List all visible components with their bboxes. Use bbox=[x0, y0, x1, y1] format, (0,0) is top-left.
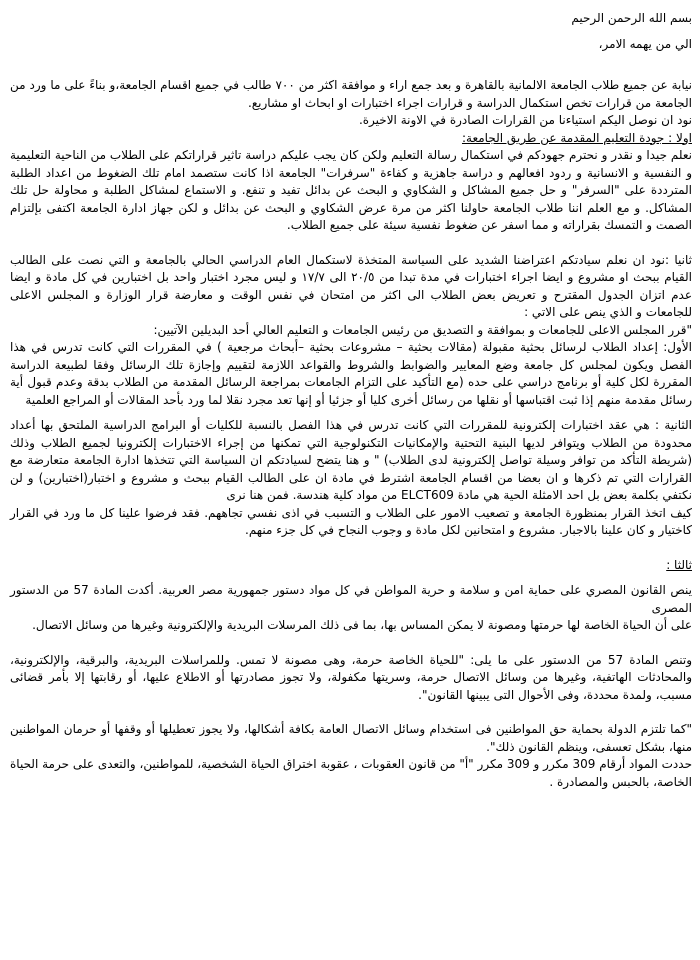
section-2-option-1: الأول: إعداد الطلاب لرسائل بحثية مقبولة (مقالات بحثية – مشروعات بحثية –أبحاث مرجعية ) في المقررات التي كانت تدرس في هذا الفصل ويكون لمجلس كل جامعة وضع المعايير والضوابط والشروط والقواعد اللازمة لتقييم وإجازة تلك الرسائل وفقا لطبيعة الدراسة المقررة لكل كلية أو برنامج دراسي على حده (مع التأكيد على التزام الجامعات بمراجعة الرسائل المقدمة من الطلاب بدقة وعدم قبول أية رسائل مقدمة منهم إذا ثبت اقتباسها أو نقلها من رسائل أخرى كليا أو جزئيا أو إنها تعد مجرد نقلا لما ورد بأحد المقالات أو المراجع العلمية bbox=[10, 340, 692, 407]
intro-paragraph: نيابة عن جميع طلاب الجامعة الالمانية بالقاهرة و بعد جمع اراء و موافقة اكثر من ٧٠٠ طالب في جميع اقسام الجامعة،و بناءً على ما ورد من الجامعة من قرارات تخص استكمال الدراسة و قرارات اجراء اختبارات او ابحاث او مشاريع. bbox=[10, 78, 692, 110]
section-2-quote: "قرر المجلس الاعلى للجامعات و بموافقة و التصديق من رئيس الجامعات و التعليم العالي أحد البديلين الآتيين: bbox=[153, 322, 692, 337]
basmala: بسم الله الرحمن الرحيم bbox=[571, 11, 692, 25]
section-3-paragraph-1: ينص القانون المصري على حماية امن و سلامة و حرية المواطن في كل مواد دستور جمهورية مصر العربية. أكدت المادة 57 من الدستور المصرى bbox=[10, 583, 692, 615]
section-2-body: ثانيا :نود ان نعلم سيادتكم اعتراضنا الشديد على السياسة المتخذة لاستكمال العام الدراسي الحالي بالجامعة و التي نصت على الطالب القيام ببحث او مشروع و ايضا اجراء اختبارات في مدة تبدا من ٢٠/٥ الى ١٧/٧ و ليس مجرد اختبار واحد بل اختبارين في كل مادة و ايضا عدم اتزان الجدول المقترح و تعريض بعض الطلاب الى اكثر من امتحان في نفس الوقت و معارضة قرار الوزارة و المجلس الاعلى للجامعات و الذي ينص على الاتي : bbox=[10, 252, 692, 319]
section-3-paragraph-2: على أن الحياة الخاصة لها حرمتها ومصونة لا يمكن المساس بها، بما فى ذلك المرسلات البريدية والإلكترونية وغيرها من وسائل الاتصال. bbox=[32, 618, 692, 632]
section-2-conclusion: كيف اتخذ القرار بمنظورة الجامعة و تصعيب الامور على الطلاب و التسبب في اذى نفسي تجاههم. فقد فرضوا علينا كل ما ورد في القرار كاختيار و كان علينا بالاجبار. مشروع و امتحانين لكل مادة و وجوب النجاح في كل جزء منهم. bbox=[10, 505, 692, 537]
section-2-option-2: الثانية : هي عقد اختبارات إلكترونية للمقررات التي كانت تدرس في هذا الفصل بالنسبة للكليات أو البرامج الدراسية الملتحق بها أعداد محدودة من الطلاب ويتوافر لديها البنية التحتية والإمكانيات التكنولوجية التي تمكنها من إجراء الاختبارات إلكترونيا لجميع الطلاب وذلك (شريطة التأكد من توافر وسيلة تواصل إلكترونية لدى الطلاب) " و هنا يتضح لسيادتكم ان السياسة التي تتخذها ادارة الجامعة متعارضة مع القرارات التي تم ذكرها و ان بعضا من اقسام الجامعة اشترط في مادة ان على الطالب القيام ببحث و مشروع و اختبار(اختبارين) و لن نكتفي بكلمة بعض بل احد الامثلة الحية هي مادة ELCT609 من مواد كلية هندسة. فمن هنا نرى bbox=[10, 418, 692, 502]
section-3-paragraph-4: "كما تلتزم الدولة بحماية حق المواطنين فى استخدام وسائل الاتصال العامة بكافة أشكالها، ولا يجوز تعطيلها أو وقفها أو حرمان المواطنين منها، بشكل تعسفى، وينظم القانون ذلك". bbox=[10, 722, 692, 754]
section-1-body: نعلم جيدا و نقدر و نحترم جهودكم في استكمال رسالة التعليم ولكن كان يجب عليكم دراسة تاثير قراراتكم على الطلاب من الناحية التعليمية و النفسية و الانسانية و ردود افعالهم و دراسة جاهزية و كفاءة "سرفرات" الجامعة اذا كانت ستصمد امام تلك الضغوط من اعداد الطلبة المترددة على "السرفر" و حل جميع المشاكل و الشكاوي و البحث عن بدائل تفيد و تنفع. و الاستماع لمشاكل الطلبة و محاولة حل تلك المشاكل. و مع العلم اننا طلاب الجامعة حاولنا اكثر من مرة عرض الشكاوي و البحث عن بدائل و لكن جهاز ادارة الجامعة اكتفى بإلتزام الصمت و التمسك بقراراته و مما اسفر عن ضغوط نفسية سيئة على جميع الطلاب. bbox=[10, 148, 692, 232]
section-3-heading: ثالثا : bbox=[666, 557, 692, 572]
intro-complaint: نود ان نوصل اليكم استياءنا من القرارات الصادرة في الاونة الاخيرة. bbox=[358, 113, 692, 127]
section-1-heading: اولا : جودة التعليم المقدمة عن طريق الجامعة: bbox=[461, 130, 692, 145]
section-3-paragraph-3: وتنص المادة 57 من الدستور على ما يلى: "للحياة الخاصة حرمة، وهى مصونة لا تمس. وللمراسلات البريدية، والبرقية، والإلكترونية، والمحادثات الهاتفية، وغيرها من وسائل الاتصال حرمة، وسريتها مكفولة، ولا تجوز مصادرتها أو الاطلاع عليها، أو رقابتها إلا بأمر قضائى مسبب، ولمدة محددة، وفى الأحوال التى يبينها القانون". bbox=[10, 652, 692, 702]
section-3-paragraph-5: حددت المواد أرقام 309 مكرر و 309 مكرر "أ" من قانون العقوبات ، عقوبة اختراق الحياة الشخصية، للمواطنين، والتعدى على حرمة الحياة الخاصة، بالحبس والمصادرة . bbox=[10, 757, 692, 789]
salutation: الي من يهمه الامر، bbox=[598, 36, 692, 51]
